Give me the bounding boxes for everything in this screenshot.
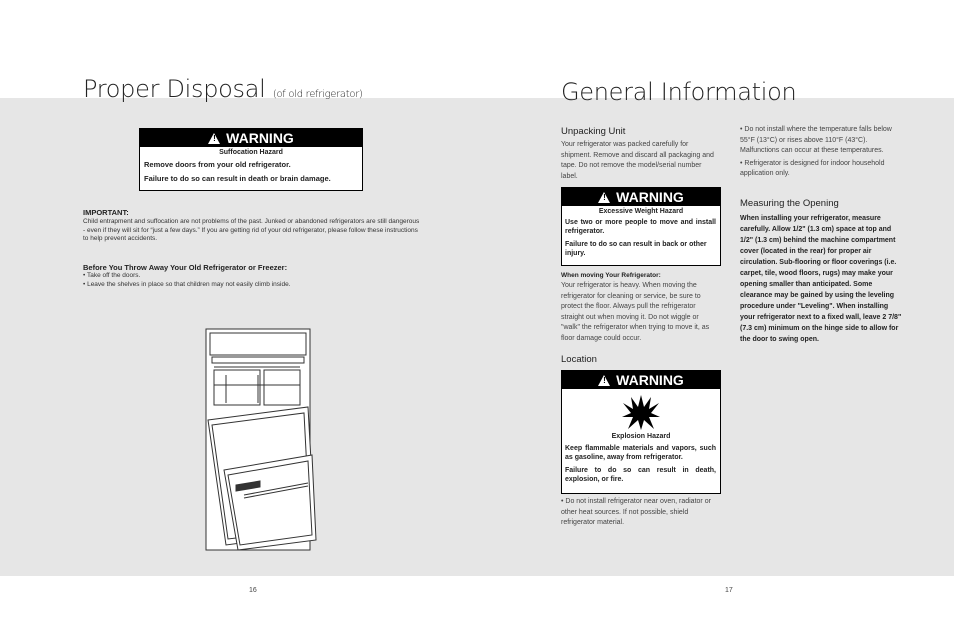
title-subtext: (of old refrigerator) — [272, 89, 363, 100]
warning-header: ! WARNING — [140, 129, 362, 147]
warning-triangle-icon: ! — [598, 192, 610, 203]
temperature-bullets — [740, 125, 900, 180]
refrigerator-doors-removed-illustration — [200, 325, 330, 555]
warning-box-suffocation — [139, 128, 363, 191]
explosion-icon — [621, 393, 661, 431]
warning-line-1: Keep flammable materials and vapors, such as gasoline, away from refrigerator. — [565, 445, 716, 461]
hazard-title: Excessive Weight Hazard — [598, 208, 684, 215]
measuring-text: When installing your refrigerator, measure carefully. Allow 1/2" (1.3 cm) space at top and 1/2" (1.3 cm) behind the machine compartment cover (located in the rear) for proper air circulation. Sub-flooring or floor coverings (i.e. carpet, tile, wood floors, rugs) may make your opening smaller than anticipated. Some clearance may be gained by using the leveling procedure under "Leveling". When installing your refrigerator next to a fixed wall, leave 2 7/8" (7.3 cm) minimum on the hinge side to allow for the door to swing open. — [740, 215, 902, 343]
list-item: • Do not install where the temperature falls below 55°F (13°C) or rises above 110°F (43°C). Malfunctions can occur at these temperatures. — [740, 126, 892, 154]
unpacking-text: Your refrigerator was packed carefully for shipment. Remove and discard all packaging and tape. Do not remove the model/serial number label. — [561, 141, 714, 180]
list-item: • Refrigerator is designed for indoor household application only. — [740, 159, 885, 177]
warning-triangle-icon: ! — [598, 375, 610, 386]
before-heading: Before You Throw Away Your Old Refrigerator or Freezer: — [83, 263, 288, 272]
hazard-title: Suffocation Hazard — [219, 149, 283, 156]
before-bullets — [83, 272, 291, 289]
page-title-right: General Information — [561, 78, 797, 106]
moving-heading: When moving Your Refrigerator: — [561, 272, 661, 279]
warning-line-1: Use two or more people to move and install refrigerator. — [565, 219, 716, 235]
page-title-left: Proper Disposal (of old refrigerator) — [83, 75, 363, 103]
location-heading: Location — [561, 354, 597, 365]
warning-line-2: Failure to do so can result in death or brain damage. — [144, 174, 331, 183]
important-text: Child entrapment and suffocation are not problems of the past. Junked or abandoned refrigerators are still dangerous - even if they will sit for “just a few days.” If you are getting rid of your old refrigerator, please follow these instructions to help prevent accidents. — [83, 218, 420, 242]
list-item: • Take off the doors. — [83, 272, 141, 279]
warning-line-2: Failure to do so can result in back or other injury. — [565, 241, 707, 257]
list-item: • Leave the shelves in place so that children may not easily climb inside. — [83, 280, 291, 288]
moving-text: Your refrigerator is heavy. When moving the refrigerator for cleaning or service, be sure to protect the floor. Always pull the refrigerator straight out when moving it. Do not wiggle or "walk" the refrigerator when trying to move it, as floor damage could occur. — [561, 282, 710, 342]
warning-header: ! WARNING — [562, 188, 720, 206]
page-number-left: 16 — [249, 587, 257, 594]
hazard-title: Explosion Hazard — [611, 433, 671, 440]
location-bullet: • Do not install refrigerator near oven, radiator or other heat sources. If not possible, shield refrigerator material. — [561, 498, 711, 526]
page-number-right: 17 — [725, 587, 733, 594]
important-heading: IMPORTANT: — [83, 208, 129, 217]
warning-triangle-icon: ! — [208, 133, 220, 144]
unpacking-heading: Unpacking Unit — [561, 126, 626, 137]
measuring-heading: Measuring the Opening — [740, 198, 839, 209]
warning-line-2: Failure to do so can result in death, explosion, or fire. — [565, 467, 716, 483]
warning-header: ! WARNING — [562, 371, 720, 389]
warning-box-explosion — [561, 370, 721, 494]
warning-line-1: Remove doors from your old refrigerator. — [144, 160, 291, 169]
warning-box-weight — [561, 187, 721, 266]
